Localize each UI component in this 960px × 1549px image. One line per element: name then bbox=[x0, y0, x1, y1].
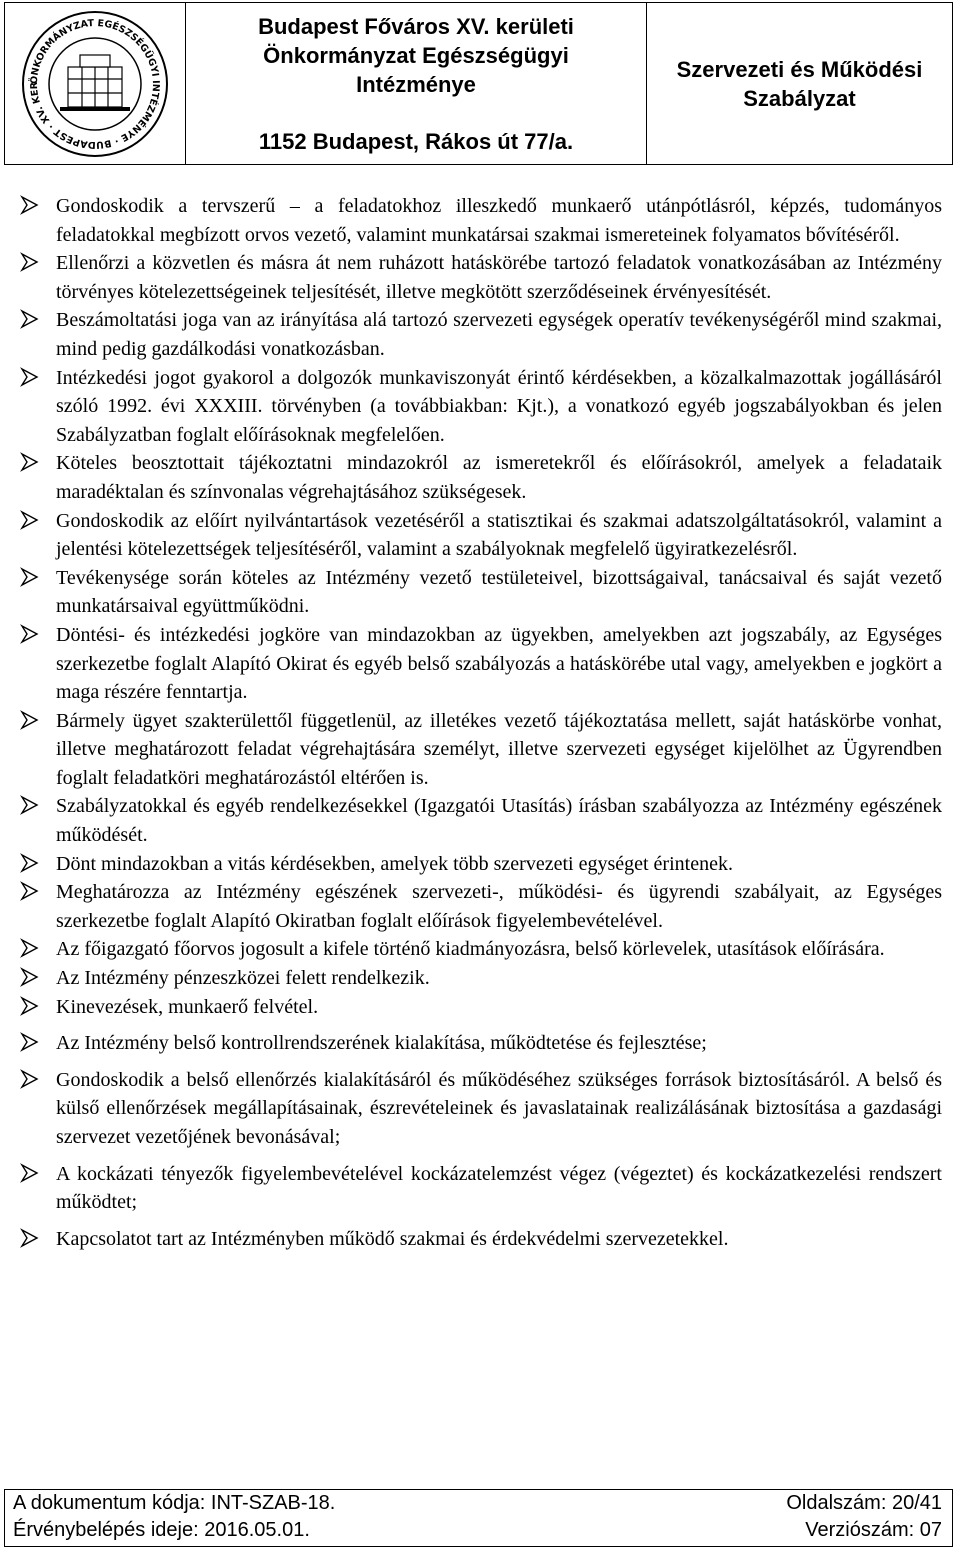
list-item-text: Gondoskodik a belső ellenőrzés kialakításáról és működéséhez szükséges források biztosításáról. A belső és külső ellenőrzések megállapításainak, észrevételeinek és javaslatainak realizálásának biztosítása a gazdasági szervezet vezetőjének bevonásával; bbox=[56, 1068, 942, 1148]
document-header bbox=[4, 2, 953, 165]
list-item-text: A kockázati tényezők figyelembevételével kockázatelemzést végez (végeztet) és kockázatkezelési rendszert működtet; bbox=[56, 1162, 942, 1214]
arrow-bullet-icon bbox=[20, 966, 40, 988]
org-line-3: Intézménye bbox=[356, 71, 476, 97]
arrow-bullet-icon bbox=[20, 623, 40, 645]
institution-seal-logo bbox=[20, 9, 170, 159]
list-item bbox=[20, 964, 942, 993]
list-item-text: Dönt mindazokban a vitás kérdésekben, amelyek több szervezeti egységet érintenek. bbox=[56, 852, 733, 875]
arrow-bullet-icon bbox=[20, 794, 40, 816]
list-item bbox=[20, 1066, 942, 1152]
list-item bbox=[20, 935, 942, 964]
list-item-text: Gondoskodik az előírt nyilvántartások vezetéséről a statisztikai és szakmai adatszolgáltatásokról, valamint a jelentési kötelezettségek teljesítéséről, valamint a szabályoknak megfelelő ügyiratkezelésről. bbox=[56, 509, 942, 561]
doc-code: A dokumentum kódja: INT-SZAB-18. bbox=[13, 1492, 336, 1514]
footer-row-2 bbox=[5, 1517, 952, 1544]
list-item-text: Kinevezések, munkaerő felvétel. bbox=[56, 995, 319, 1018]
page-number: Oldalszám: 20/41 bbox=[786, 1492, 942, 1514]
list-item-text: Köteles beosztottait tájékoztatni mindazokról az ismeretekről és előírásokról, amelyek a feladataik maradéktalan és színvonalas végrehajtásához szükségesek. bbox=[56, 452, 942, 503]
list-item bbox=[20, 449, 942, 506]
arrow-bullet-icon bbox=[20, 308, 40, 330]
org-line-1: Budapest Főváros XV. kerületi bbox=[258, 13, 574, 39]
list-item bbox=[20, 249, 942, 306]
arrow-bullet-icon bbox=[20, 852, 40, 874]
arrow-bullet-icon bbox=[20, 509, 40, 531]
list-item bbox=[20, 306, 942, 363]
document-footer bbox=[4, 1489, 953, 1547]
list-item bbox=[20, 850, 942, 879]
list-item bbox=[20, 1225, 942, 1254]
org-address: 1152 Budapest, Rákos út 77/a. bbox=[258, 128, 574, 154]
arrow-bullet-icon bbox=[20, 1162, 40, 1184]
list-item bbox=[20, 192, 942, 249]
arrow-bullet-icon bbox=[20, 995, 40, 1017]
list-item-text: Kapcsolatot tart az Intézményben működő szakmai és érdekvédelmi szervezetekkel. bbox=[56, 1227, 729, 1250]
list-item-text: Az főigazgató főorvos jogosult a kifele történő kiadmányozásra, belső körlevelek, utasítások előírására. bbox=[56, 938, 885, 961]
list-item-text: Tevékenysége során köteles az Intézmény vezető testületeivel, bizottságaival, tanácsaival és saját vezető munkatársaival együttműködni. bbox=[56, 566, 942, 618]
list-item-text: Szabályzatokkal és egyéb rendelkezésekkel (Igazgatói Utasítás) írásban szabályozza az Intézmény egészének működését. bbox=[56, 795, 942, 847]
footer-row-1 bbox=[5, 1490, 952, 1517]
list-item-text: Az Intézmény belső kontrollrendszerének kialakítása, működtetése és fejlesztése; bbox=[56, 1032, 707, 1055]
arrow-bullet-icon bbox=[20, 1031, 40, 1053]
list-item-text: Intézkedési jogot gyakorol a dolgozók munkaviszonyát érintő kérdésekben, a közalkalmazottak jogállásáról szóló 1992. évi XXXIII. törvényben (a továbbiakban: Kjt.), a vonatkozó egyéb jogszabályokban és jelen Szabályzatban foglalt előírásoknak megfelelően. bbox=[56, 366, 942, 446]
list-item bbox=[20, 707, 942, 793]
list-item bbox=[20, 507, 942, 564]
arrow-bullet-icon bbox=[20, 709, 40, 731]
org-line-2: Önkormányzat Egészségügyi bbox=[263, 42, 569, 68]
arrow-bullet-icon bbox=[20, 451, 40, 473]
effective-date: Érvénybelépés ideje: 2016.05.01. bbox=[13, 1519, 310, 1541]
arrow-bullet-icon bbox=[20, 1068, 40, 1090]
logo-cell bbox=[5, 3, 185, 164]
list-item-text: Ellenőrzi a közvetlen és másra át nem ruházott hatáskörébe tartozó feladatok vonatkozásában az Intézmény törvényes kötelezettségeinek teljesítését, illetve megkötött szerződéseinek érvényesítését. bbox=[56, 252, 942, 303]
list-item bbox=[20, 621, 942, 707]
list-item-text: Gondoskodik a tervszerű – a feladatokhoz illeszkedő munkaerő utánpótlásról, képzés, tudományos feladatokkal megbízott orvos vezető, valamint munkatársai szakmai ismereteinek folyamatos bővítéséről. bbox=[56, 195, 942, 246]
arrow-bullet-icon bbox=[20, 566, 40, 588]
list-item-text: Beszámoltatási joga van az irányítása alá tartozó szervezeti egységek operatív tevékenységéről mind szakmai, mind pedig gazdálkodási vonatkozásban. bbox=[56, 309, 942, 360]
list-item bbox=[20, 1160, 942, 1217]
list-item bbox=[20, 878, 942, 935]
organization-name bbox=[185, 3, 647, 164]
list-item bbox=[20, 1029, 942, 1058]
arrow-bullet-icon bbox=[20, 1227, 40, 1249]
list-item-text: Az Intézmény pénzeszközei felett rendelkezik. bbox=[56, 967, 430, 990]
list-item-text: Bármely ügyet szakterülettől függetlenül, az illetékes vezető tájékoztatása mellett, saját hatáskörbe vonhat, illetve meghatározott feladat végrehajtására személyt, illetve szervezeti egységet kijelölhet az Ügyrendben foglalt feladatköri meghatározástól eltérően is. bbox=[56, 709, 942, 789]
version-number: Verziószám: 07 bbox=[805, 1519, 942, 1541]
list-item-text: Meghatározza az Intézmény egészének szervezeti-, működési- és ügyrendi szabályait, az Egységes szerkezetbe foglalt Alapító Okiratban foglalt előírások figyelembevételével. bbox=[56, 881, 942, 932]
bullet-list bbox=[20, 192, 942, 1253]
seal-ring-text: ÖNKORMÁNYZAT EGÉSZSÉGÜGYI INTÉZMÉNYE · BUDAPEST · XV. KER bbox=[28, 17, 162, 150]
list-item bbox=[20, 364, 942, 450]
body-content bbox=[20, 192, 942, 1253]
list-item bbox=[20, 792, 942, 849]
document-title bbox=[647, 3, 952, 164]
arrow-bullet-icon bbox=[20, 937, 40, 959]
list-item-text: Döntési- és intézkedési jogköre van mindazokban az ügyekben, amelyekben azt jogszabály, az Egységes szerkezetbe foglalt Alapító Okirat és egyéb belső szabályozás a hatáskörébe utal vagy, amelyekben e jogkört a maga részére fenntartja. bbox=[56, 623, 942, 704]
arrow-bullet-icon bbox=[20, 251, 40, 273]
arrow-bullet-icon bbox=[20, 366, 40, 388]
arrow-bullet-icon bbox=[20, 194, 40, 216]
arrow-bullet-icon bbox=[20, 880, 40, 902]
doc-title-line-2: Szabályzat bbox=[743, 85, 856, 111]
list-item bbox=[20, 993, 942, 1022]
doc-title-line-1: Szervezeti és Működési bbox=[676, 56, 923, 82]
list-item bbox=[20, 564, 942, 621]
